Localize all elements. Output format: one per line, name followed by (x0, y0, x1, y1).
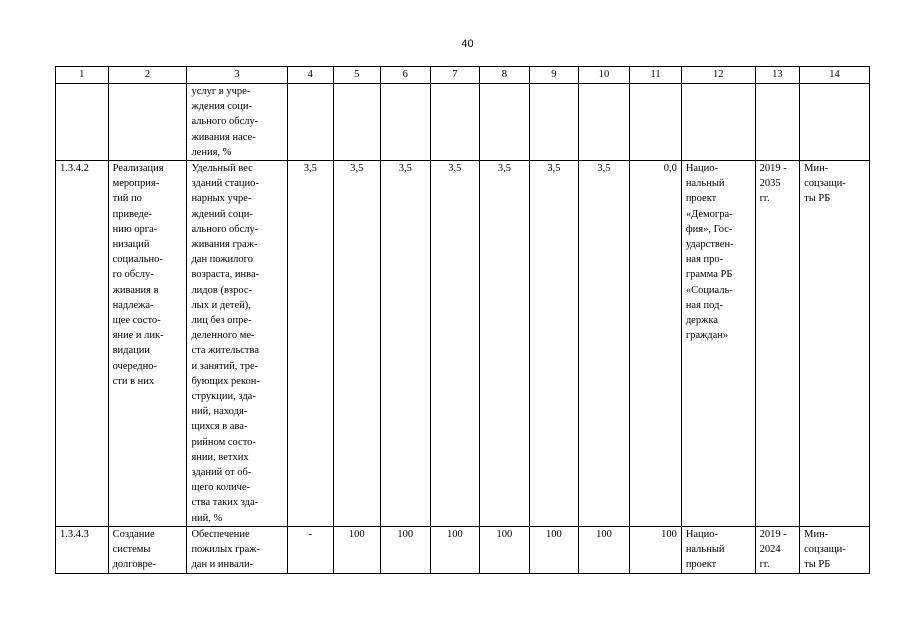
column-header-11: 11 (630, 67, 682, 84)
cell-value: 0,0 (630, 161, 682, 527)
cell-value (630, 84, 682, 161)
cell-measure: Реализация мероприя- тий по приведе- нию орга- низаций социально- го обслу- живания в надлежа- щее состо- яние и лик- видации очередно- сти в них (108, 161, 187, 527)
cell-source: Нацио- нальный проект (681, 526, 755, 573)
table-header-row (56, 67, 870, 84)
cell-value: 3,5 (479, 161, 530, 527)
cell-value: 3,5 (431, 161, 480, 527)
cell-value: 3,5 (380, 161, 431, 527)
cell-indicator: Обеспечение пожилых граж- дан и инвали- (187, 526, 287, 573)
cell-value: 100 (431, 526, 480, 573)
cell-value (380, 84, 431, 161)
cell-value: 100 (380, 526, 431, 573)
column-header-10: 10 (578, 67, 630, 84)
column-header-6: 6 (380, 67, 431, 84)
column-header-13: 13 (755, 67, 799, 84)
cell-value: 3,5 (287, 161, 334, 527)
cell-source (681, 84, 755, 161)
table-row (56, 526, 870, 573)
cell-value: 100 (578, 526, 630, 573)
cell-executor: Мин- соцзащи- ты РБ (800, 161, 870, 527)
cell-value (530, 84, 579, 161)
cell-value (578, 84, 630, 161)
cell-indicator: Удельный вес зданий стацио- нарных учре- ждений соци- ального обслу- живания граж- дан пожилого возраста, инва- лидов (взрос- лых и детей), лиц без опре- деленного ме- ста жительства и занятий, тре- бующих рекон- струкции, зда- ний, находя- щихся в ава- рийном состо- янии, ветхих зданий от об- щего количе- ства таких зда- ний, % (187, 161, 287, 527)
cell-value: 3,5 (578, 161, 630, 527)
column-header-7: 7 (431, 67, 480, 84)
cell-value (479, 84, 530, 161)
column-header-4: 4 (287, 67, 334, 84)
cell-indicator: услуг в учре- ждения соци- ального обслу- живания насе- ления, % (187, 84, 287, 161)
column-header-9: 9 (530, 67, 579, 84)
cell-source: Нацио- нальный проект «Демогра- фия», Гос- ударствен- ная про- грамма РБ «Социаль- ная под- держка граждан» (681, 161, 755, 527)
cell-value: 100 (530, 526, 579, 573)
cell-value: 3,5 (530, 161, 579, 527)
cell-executor (800, 84, 870, 161)
column-header-12: 12 (681, 67, 755, 84)
column-header-3: 3 (187, 67, 287, 84)
cell-period (755, 84, 799, 161)
cell-code: 1.3.4.2 (56, 161, 109, 527)
cell-code (56, 84, 109, 161)
cell-value (334, 84, 381, 161)
column-header-1: 1 (56, 67, 109, 84)
measures-table (55, 66, 870, 574)
cell-value (287, 84, 334, 161)
cell-value: - (287, 526, 334, 573)
column-header-2: 2 (108, 67, 187, 84)
cell-value: 100 (479, 526, 530, 573)
column-header-5: 5 (334, 67, 381, 84)
table-row (56, 84, 870, 161)
cell-code: 1.3.4.3 (56, 526, 109, 573)
column-header-8: 8 (479, 67, 530, 84)
cell-period: 2019 - 2035 гг. (755, 161, 799, 527)
cell-value: 100 (630, 526, 682, 573)
page-number: 40 (461, 38, 474, 50)
cell-period: 2019 - 2024 гг. (755, 526, 799, 573)
cell-value (431, 84, 480, 161)
cell-measure (108, 84, 187, 161)
table-row (56, 161, 870, 527)
cell-executor: Мин- соцзащи- ты РБ (800, 526, 870, 573)
cell-value: 3,5 (334, 161, 381, 527)
cell-value: 100 (334, 526, 381, 573)
cell-measure: Создание системы долговре- (108, 526, 187, 573)
column-header-14: 14 (800, 67, 870, 84)
